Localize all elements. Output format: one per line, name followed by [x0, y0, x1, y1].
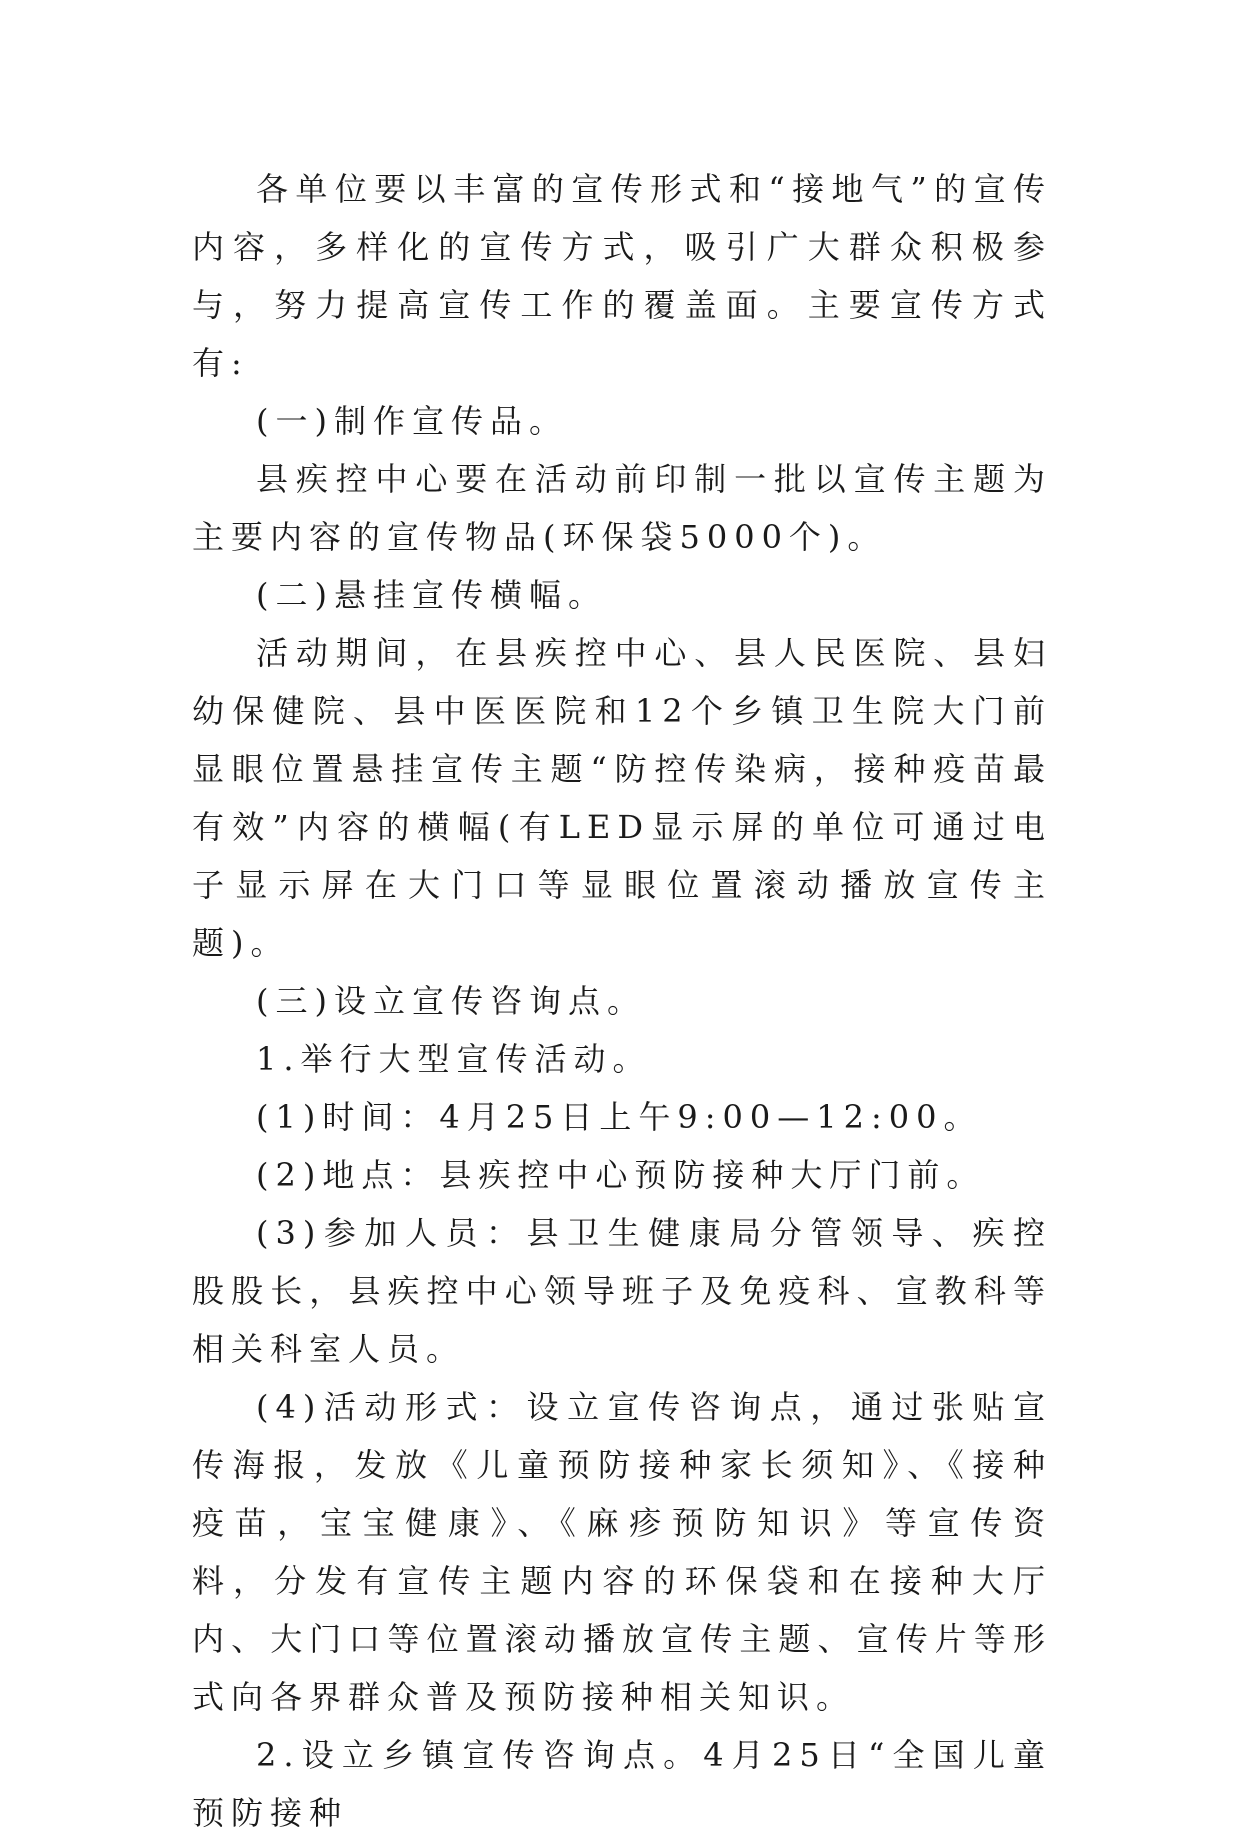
- item-activity-form: (4)活动形式：设立宣传咨询点，通过张贴宣传海报，发放《儿童预防接种家长须知》、《接种疫苗，宝宝健康》、《麻疹预防知识》等宣传资料，分发有宣传主题内容的环保袋和在接种大厅内、大门口等位置滚动播放宣传主题、宣传片等形式向各界群众普及预防接种相关知识。: [192, 1388, 1052, 1716]
- paragraph-banners: 活动期间，在县疾控中心、县人民医院、县妇幼保健院、县中医医院和12个乡镇卫生院大门前显眼位置悬挂宣传主题“防控传染病，接种疫苗最有效”内容的横幅(有LED显示屏的单位可通过电子显示屏在大门口等显眼位置滚动播放宣传主题)。: [192, 634, 1052, 962]
- document-body: [192, 160, 1052, 1842]
- item-time: (1)时间：4月25日上午9:00—12:00。: [256, 1098, 983, 1136]
- item-location: (2)地点：县疾控中心预防接种大厅门前。: [256, 1156, 986, 1194]
- item-participants: (3)参加人员：县卫生健康局分管领导、疾控股股长，县疾控中心领导班子及免疫科、宣教科等相关科室人员。: [192, 1214, 1052, 1368]
- heading-consult-points: (三)设立宣传咨询点。: [256, 982, 646, 1020]
- heading-township-points: 2.设立乡镇宣传咨询点。4月25日“全国儿童预防接种: [192, 1736, 1052, 1832]
- paragraph-intro: 各单位要以丰富的宣传形式和“接地气”的宣传内容，多样化的宣传方式，吸引广大群众积极参与，努力提高宣传工作的覆盖面。主要宣传方式有:: [192, 170, 1052, 382]
- heading-large-event: 1.举行大型宣传活动。: [256, 1040, 652, 1078]
- heading-banners: (二)悬挂宣传横幅。: [256, 576, 607, 614]
- paragraph-materials: 县疾控中心要在活动前印制一批以宣传主题为主要内容的宣传物品(环保袋5000个)。: [192, 460, 1052, 556]
- heading-make-materials: (一)制作宣传品。: [256, 402, 568, 440]
